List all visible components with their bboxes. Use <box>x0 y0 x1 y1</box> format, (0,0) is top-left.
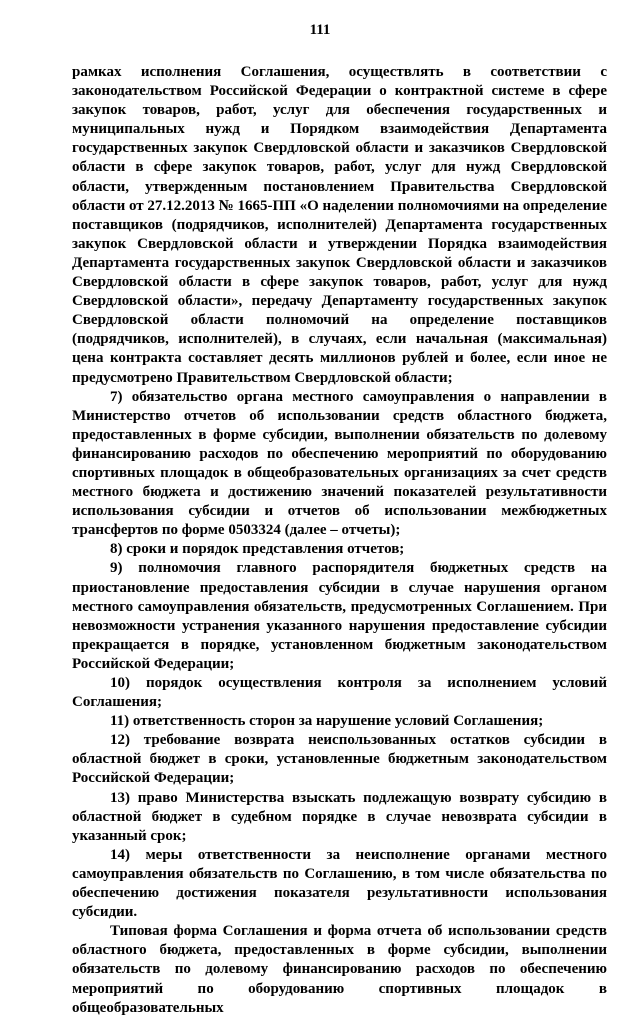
paragraph-item-11: 11) ответственность сторон за нарушение условий Соглашения; <box>110 713 544 730</box>
paragraph-item-7: 7) обязательство органа местного самоуправления о направлении в Министерство отчетов об использовании средств областного бюджета, предоставленных в форме субсидии, выполнении обязательств по долевому финансированию расходов по обеспечению мероприятий по оборудованию спортивных площадок в общеобразовательных организациях за счет средств местного бюджета и достижению значений показателей результативности использования субсидии и отчетов об использовании межбюджетных трансфертов по форме 0503324 (далее – отчеты); <box>72 388 607 539</box>
paragraph-item-10: 10) порядок осуществления контроля за исполнением условий Соглашения; <box>72 675 607 711</box>
paragraph-item-13: 13) право Министерства взыскать подлежащую возврату субсидию в областной бюджет в судебном порядке в случае невозврата субсидии в указанный срок; <box>72 789 607 844</box>
paragraph-item-12: 12) требование возврата неиспользованных остатков субсидии в областной бюджет в сроки, установленные бюджетным законодательством Российской Федерации; <box>72 732 607 787</box>
paragraph-continuation: рамках исполнения Соглашения, осуществлять в соответствии с законодательством Российской Федерации о контрактной системе в сфере закупок товаров, работ, услуг для обеспечения государственных и муниципальных нужд и Порядком взаимодействия Департамента государственных закупок Свердловской области и заказчиков Свердловской области в сфере закупок товаров, работ, услуг для нужд Свердловской области, утвержденным постановлением Правительства Свердловской области от 27.12.2013 № 1665-ПП «О наделении полномочиями на определение поставщиков (подрядчиков, исполнителей) Департамента государственных закупок Свердловской области и утверждении Порядка взаимодействия Департамента государственных закупок Свердловской области и заказчиков Свердловской области в сфере закупок товаров, работ, услуг для нужд Свердловской области», передачу Департаменту государственных закупок Свердловской области полномочий на определение поставщиков (подрядчиков, исполнителей), в случаях, если начальная (максимальная) цена контракта составляет десять миллионов рублей и более, если иное не предусмотрено Правительством Свердловской области; <box>72 64 607 386</box>
page-number: 111 <box>309 22 331 38</box>
paragraph-item-14: 14) меры ответственности за неисполнение органами местного самоуправления обязательств по Соглашению, в том числе обязательства по обеспечению достижения показателя результативности использования субсидии. <box>72 846 607 921</box>
paragraph-item-9: 9) полномочия главного распорядителя бюджетных средств на приостановление предоставления субсидии в случае нарушения органом местного самоуправления обязательств, предусмотренных Соглашением. При невозможности устранения указанного нарушения предоставление субсидии прекращается в порядке, установленном бюджетным законодательством Российской Федерации; <box>72 560 607 672</box>
document-body <box>72 63 607 1018</box>
paragraph-item-8: 8) сроки и порядок представления отчетов; <box>110 541 405 558</box>
paragraph-model-form: Типовая форма Соглашения и форма отчета об использовании средств областного бюджета, предоставленных в форме субсидии, выполнении обязательств по долевому финансированию расходов по обеспечению мероприятий по оборудованию спортивных площадок в общеобразовательных <box>72 923 607 1016</box>
